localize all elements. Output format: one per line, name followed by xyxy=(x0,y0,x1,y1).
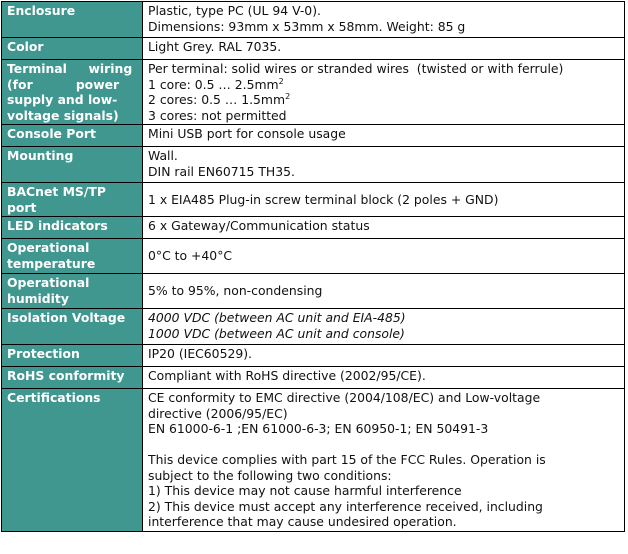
table-row xyxy=(2,60,625,125)
value-line: Dimensions: 93mm x 53mm x 58mm. Weight: 85 g xyxy=(148,18,466,34)
table-row xyxy=(2,239,625,274)
row-label-text: Operational xyxy=(7,275,90,290)
row-value xyxy=(143,183,625,217)
table-row xyxy=(2,147,625,183)
row-value xyxy=(143,147,625,183)
row-value xyxy=(143,309,625,345)
value-line: EN 61000-6-1 ;EN 61000-6-3; EN 60950-1; EN 50491-3 xyxy=(148,421,489,436)
table-row xyxy=(2,217,625,239)
value-line: interference that may cause undesired operation. xyxy=(148,514,457,529)
row-label-text: temperature xyxy=(7,255,96,271)
row-label xyxy=(2,2,143,38)
value-line: Wall. xyxy=(148,148,178,163)
value-line: 0°C to +40°C xyxy=(148,248,233,264)
row-label-text: humidity xyxy=(7,290,69,306)
value-line: This device complies with part 15 of the FCC Rules. Operation is xyxy=(148,452,546,467)
row-label-text: Mounting xyxy=(7,148,74,163)
table-row xyxy=(2,345,625,367)
table-row xyxy=(2,309,625,345)
row-label xyxy=(2,367,143,389)
row-value xyxy=(143,217,625,239)
row-label xyxy=(2,345,143,367)
specifications-table xyxy=(1,1,625,532)
row-label-text: RoHS conformity xyxy=(7,368,125,383)
table-row xyxy=(2,125,625,147)
row-label-text: voltage signals) xyxy=(7,107,119,123)
value-text: 2 cores: 0.5 … 1.5mm xyxy=(148,92,286,107)
row-label-text: Certifications xyxy=(7,390,101,405)
row-label-text: Operational xyxy=(7,240,90,255)
row-label xyxy=(2,389,143,532)
row-label-text: supply and low- xyxy=(7,92,118,107)
row-label xyxy=(2,38,143,60)
row-label xyxy=(2,60,143,125)
table-row xyxy=(2,2,625,38)
row-value xyxy=(143,239,625,274)
row-label xyxy=(2,309,143,345)
blank-line xyxy=(148,437,620,453)
table-row xyxy=(2,389,625,532)
table-row xyxy=(2,38,625,60)
value-text: 1 core: 0.5 … 2.5mm xyxy=(148,76,279,92)
row-label-text: LED indicators xyxy=(7,218,108,233)
row-label-text: port xyxy=(7,199,37,215)
value-line: DIN rail EN60715 TH35. xyxy=(148,163,295,179)
row-value xyxy=(143,345,625,367)
value-line: 1) This device may not cause harmful interference xyxy=(148,483,462,498)
value-line: IP20 (IEC60529). xyxy=(148,346,252,361)
row-label-text: Console Port xyxy=(7,126,96,141)
table-row xyxy=(2,274,625,309)
value-line: directive (2006/95/EC) xyxy=(148,405,288,421)
row-label xyxy=(2,239,143,274)
value-line: 4000 VDC (between AC unit and EIA-485) xyxy=(148,310,406,325)
row-value xyxy=(143,38,625,60)
row-value xyxy=(143,389,625,532)
superscript: 2 xyxy=(285,92,291,101)
value-line xyxy=(148,92,620,108)
row-value xyxy=(143,60,625,125)
row-value xyxy=(143,367,625,389)
row-label-text: BACnet MS/TP xyxy=(7,184,106,199)
value-line: Plastic, type PC (UL 94 V-0). xyxy=(148,3,321,18)
superscript: 2 xyxy=(278,76,284,86)
row-label-text: Enclosure xyxy=(7,3,76,18)
row-label-text: Isolation Voltage xyxy=(7,310,126,325)
row-label-text: Color xyxy=(7,39,44,54)
row-value xyxy=(143,274,625,309)
row-label xyxy=(2,183,143,217)
table-row xyxy=(2,367,625,389)
row-value xyxy=(143,125,625,147)
value-line: 5% to 95%, non-condensing xyxy=(148,283,323,299)
value-line: 1000 VDC (between AC unit and console) xyxy=(148,325,405,341)
value-line: Mini USB port for console usage xyxy=(148,126,346,141)
value-line: 3 cores: not permitted xyxy=(148,107,287,123)
row-value xyxy=(143,2,625,38)
row-label-text: Protection xyxy=(7,346,80,361)
value-line: CE conformity to EMC directive (2004/108/EC) and Low-voltage xyxy=(148,390,541,405)
row-label xyxy=(2,147,143,183)
row-label-text: (for power xyxy=(7,76,120,92)
value-line: 2) This device must accept any interference received, including xyxy=(148,498,543,514)
row-label-text: Terminal wiring xyxy=(7,61,133,76)
row-label xyxy=(2,125,143,147)
table-row xyxy=(2,183,625,217)
row-label xyxy=(2,217,143,239)
value-line: 6 x Gateway/Communication status xyxy=(148,218,370,233)
value-line xyxy=(148,77,620,93)
value-line: subject to the following two conditions: xyxy=(148,467,392,483)
row-label xyxy=(2,274,143,309)
value-line: 1 x EIA485 Plug-in screw terminal block (2 poles + GND) xyxy=(148,191,499,207)
value-line: Light Grey. RAL 7035. xyxy=(148,39,282,54)
value-line: Compliant with RoHS directive (2002/95/CE). xyxy=(148,368,426,383)
value-line: Per terminal: solid wires or stranded wires (twisted or with ferrule) xyxy=(148,61,564,76)
